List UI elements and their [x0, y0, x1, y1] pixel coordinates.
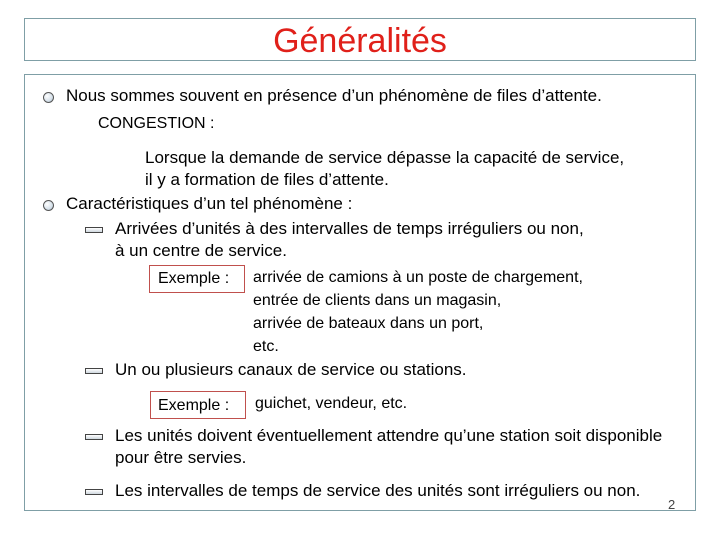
item-channels: Un ou plusieurs canaux de service ou stations.	[115, 360, 467, 379]
bar-bullet-icon	[85, 227, 103, 233]
item-arrivals-line-2: à un centre de service.	[115, 241, 287, 260]
example-1-line-4: etc.	[253, 338, 279, 355]
example-box-1	[149, 265, 245, 293]
example-2-text: guichet, vendeur, etc.	[255, 395, 408, 412]
intro-line: Nous sommes souvent en présence d’un phénomène de files d’attente.	[66, 86, 602, 105]
example-1-line-3: arrivée de bateaux dans un port,	[253, 315, 484, 332]
item-arrivals-line-1: Arrivées d’unités à des intervalles de temps irréguliers ou non,	[115, 219, 584, 238]
circle-bullet-icon	[43, 200, 54, 211]
congestion-label: CONGESTION :	[98, 115, 215, 132]
title-box	[24, 18, 696, 61]
example-label: Exemple :	[158, 397, 230, 414]
bar-bullet-icon	[85, 368, 103, 374]
congestion-def-line-1: Lorsque la demande de service dépasse la capacité de service,	[145, 148, 625, 167]
circle-bullet-icon	[43, 92, 54, 103]
item-wait-line-2: pour être servies.	[115, 448, 247, 467]
congestion-def-line-2: il y a formation de files d’attente.	[145, 170, 389, 189]
example-label: Exemple :	[158, 270, 230, 287]
example-1-line-2: entrée de clients dans un magasin,	[253, 292, 502, 309]
item-service-times: Les intervalles de temps de service des unités sont irréguliers ou non.	[115, 481, 641, 500]
characteristics-heading: Caractéristiques d’un tel phénomène :	[66, 194, 353, 213]
example-1-line-1: arrivée de camions à un poste de chargement,	[253, 269, 583, 286]
slide-title: Généralités	[273, 22, 447, 60]
bar-bullet-icon	[85, 434, 103, 440]
example-box-2	[150, 391, 246, 419]
page-number: 2	[668, 497, 676, 512]
item-wait-line-1: Les unités doivent éventuellement attendre qu’une station soit disponible	[115, 426, 663, 445]
bar-bullet-icon	[85, 489, 103, 495]
